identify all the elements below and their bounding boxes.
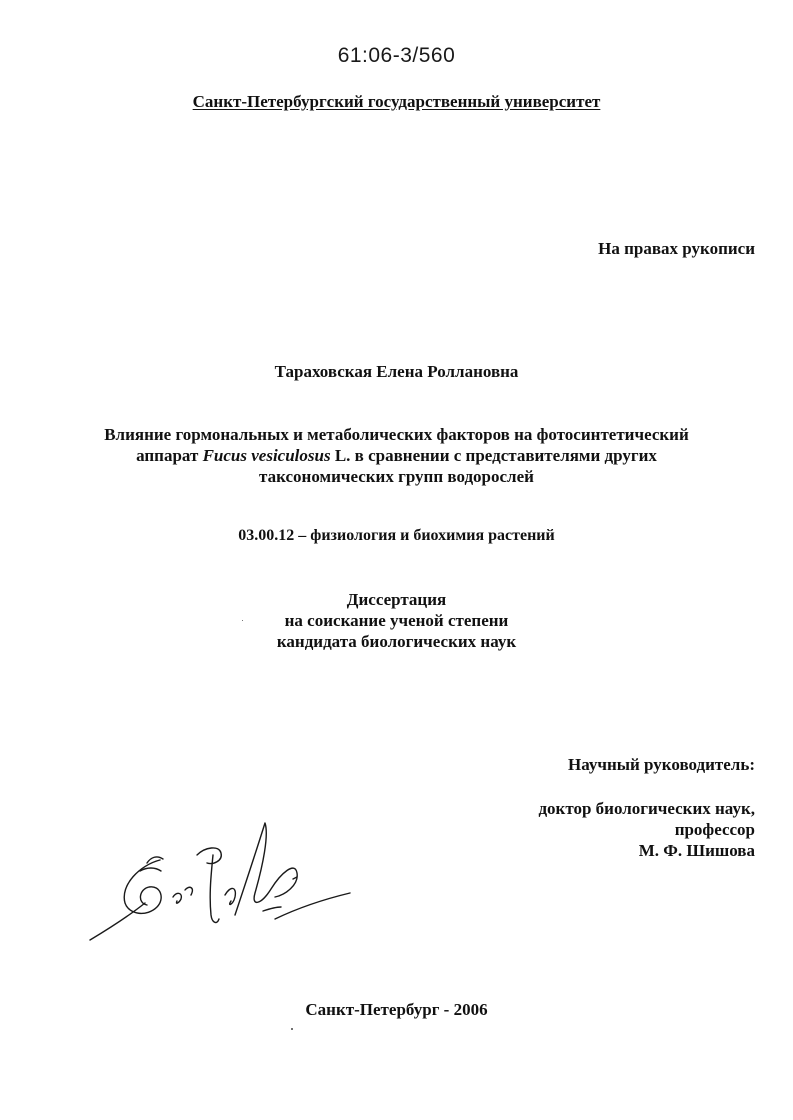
university-name [0,92,793,112]
handwritten-signature [85,815,365,950]
dissertation-title [0,424,793,487]
scan-speck [291,1028,293,1030]
rights-notice: На правах рукописи [598,239,755,258]
supervisor-heading: Научный руководитель: [568,755,755,774]
title-line-2-prefix: аппарат [136,446,203,465]
dissertation-type [0,589,793,652]
supervisor-name: М. Ф. Шишова [638,841,755,860]
title-line-2 [0,445,793,466]
university-name-text: Санкт-Петербургский государственный университет [192,92,601,111]
supervisor-block [538,798,755,861]
dissertation-label: Диссертация [346,590,447,609]
author-name: Тараховская Елена Роллановна [274,362,519,381]
degree-purpose: на соискание ученой степени [284,611,509,630]
degree-name: кандидата биологических наук [276,632,517,651]
species-name: Fucus vesiculosus [202,446,331,465]
place-and-year: Санкт-Петербург - 2006 [305,1000,488,1019]
specialty-code: 03.00.12 – физиология и биохимия растений [238,527,555,544]
scan-speck [242,620,243,621]
supervisor-position: профессор [674,820,755,839]
title-line-3: таксономических групп водорослей [259,467,534,486]
supervisor-degree: доктор биологических наук, [538,799,755,818]
title-line-1: Влияние гормональных и метаболических факторов на фотосинтетический [104,425,689,444]
title-line-2-suffix: L. в сравнении с представителями других [330,446,657,465]
archive-stamp: 61:06-3/560 [337,44,456,67]
